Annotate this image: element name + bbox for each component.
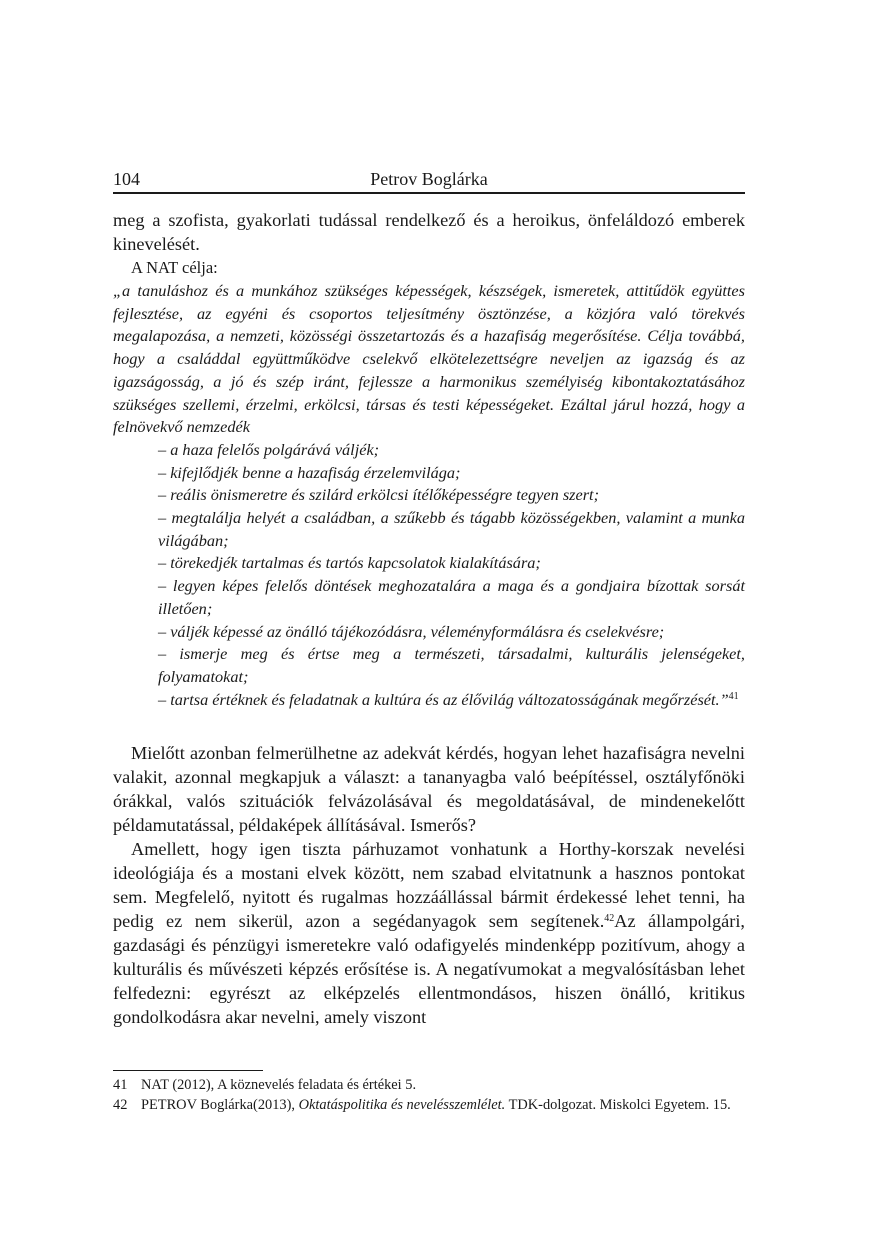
quote-list-item: – legyen képes felelős döntések meghozatalára a maga és a gondjaira bízottak sorsát illetően;: [158, 576, 745, 618]
opening-paragraph: meg a szofista, gyakorlati tudással rendelkező és a heroikus, önfeláldozó emberek kinevelését.: [113, 210, 745, 254]
footnote-41: [113, 1076, 745, 1096]
quote-list-item: – váljék képessé az önálló tájékozódásra, véleményformálásra és cselekvésre;: [158, 621, 665, 641]
footnotes: [113, 1076, 745, 1115]
footnote-42: [113, 1096, 745, 1116]
paragraph-2-part-a: Amellett, hogy igen tiszta párhuzamot vonhatunk a Horthy-korszak nevelési ideológiája és a mostani elvek között, nem szabad elvitatnunk a hasznos pontokat sem. Megfelelő, nyitott és rugalmas hozzáállással bármit érdekessé lehet tenni, ha pedig ez nem sikerül, azon a segédanyagok sem segítenek.: [113, 839, 745, 932]
block-quote: [113, 280, 745, 711]
quote-list-item: – törekedjék tartalmas és tartós kapcsolatok kialakítására;: [158, 553, 541, 573]
paragraph-2: [113, 837, 745, 1029]
body-text: [113, 208, 745, 1029]
footnote-text-before: PETROV Boglárka(2013),: [141, 1096, 299, 1113]
footnote-number: 42: [113, 1096, 128, 1113]
quote-list-item-last: [158, 689, 745, 712]
quote-list-item: – megtalálja helyét a családban, a szűkebb és tágabb közösségekben, valamint a munka világában;: [158, 508, 745, 550]
quote-list-item: – a haza felelős polgárává váljék;: [158, 439, 380, 459]
quote-list: [113, 439, 745, 711]
footnote-text: [141, 1096, 745, 1116]
spacer: [113, 711, 745, 741]
footnote-number: 41: [113, 1077, 128, 1093]
footnote-text-after: TDK-dolgozat. Miskolci Egyetem. 15.: [505, 1096, 731, 1113]
page-header: [113, 166, 745, 194]
paragraph-1: Mielőtt azonban felmerülhetne az adekvát kérdés, hogyan lehet hazafiságra nevelni valakit, azonnal megkapjuk a választ: a tananyagba való beépítéssel, osztályfőnöki órákkal, valós szituációk felvázolásával és megoldatásával, de mindenekelőtt példamutatással, példaképek állításával. Ismerős?: [113, 743, 745, 836]
paragraph-2-part-b: Az állampolgári, gazdasági és pénzügyi ismeretekre való odafigyelés mindenképp pozitívum, ahogy a kulturális és művészeti képzés erősítése is. A negatívumokat a megvalósításban lehet felfedezni: egyrészt az elképzelés ellentmondásos, hiszen önálló, kritikus gondolkodásra akar nevelni, amely viszont: [113, 911, 745, 1028]
footnote-ref-41[interactable]: 41: [728, 690, 739, 702]
quote-list-item: – reális önismeretre és szilárd erkölcsi ítélőképességre tegyen szert;: [158, 485, 599, 505]
footnote-title-italic: Oktatáspolitika és nevelésszemlélet.: [298, 1096, 506, 1113]
footnote-separator: [113, 1070, 263, 1071]
quote-last-text: – tartsa értéknek és feladatnak a kultúra és az élővilág változatosságának megőrzését.”: [158, 689, 729, 709]
quote-list-item: – kifejlődjék benne a hazafiság érzelemvilága;: [158, 462, 461, 482]
footnote-ref-42[interactable]: 42: [604, 913, 615, 925]
quote-list-item: – ismerje meg és értse meg a természeti, társadalmi, kulturális jelenségeket, folyamatokat;: [158, 644, 745, 686]
page-number: 104: [113, 169, 140, 189]
footnote-text: [141, 1076, 745, 1096]
quote-intro: „a tanuláshoz és a munkához szükséges képességek, készségek, ismeretek, attitűdök együttes fejlesztése, az egyéni és csoportos teljesítmény ösztönzése, a közjóra való törekvés megalapozása, a nemzeti, közösségi összetartozás és a hazafiság megerősítése. Célja továbbá, hogy a családdal együttműködve cselekvő elkötelezettségre neveljen az igazság és az igazságosság, a jó és szép iránt, fejlessze a harmonikus személyiség kibontakoztatásához szükséges szellemi, érzelmi, erkölcsi, társas és testi képességeket. Ezáltal járul hozzá, hogy a felnövekvő nemzedék: [113, 281, 745, 437]
footnote-text-main: NAT (2012), A köznevelés feladata és értékei 5.: [141, 1077, 417, 1093]
quote-label: A NAT célja:: [131, 258, 218, 277]
running-title: Petrov Boglárka: [370, 169, 488, 189]
